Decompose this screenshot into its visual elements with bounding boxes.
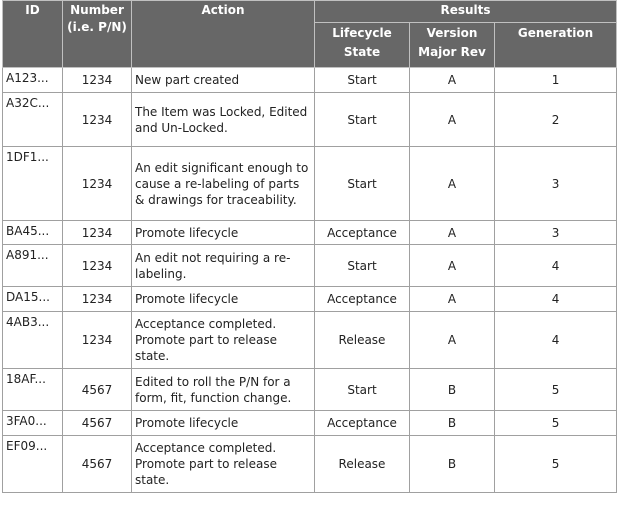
revision-history-table <box>2 0 617 493</box>
table-row <box>3 312 617 369</box>
cell-action: Acceptance completed. Promote part to release state. <box>132 312 315 369</box>
cell-generation: 4 <box>495 245 617 287</box>
table-row <box>3 147 617 221</box>
header-lifecycle-line1: Lifecycle <box>332 26 392 40</box>
cell-generation: 5 <box>495 436 617 493</box>
header-id <box>3 1 63 68</box>
table-body <box>3 68 617 493</box>
header-results-label: Results <box>440 3 491 17</box>
header-generation-label: Generation <box>517 26 594 40</box>
cell-number: 4567 <box>63 369 132 411</box>
cell-id: A32C... <box>3 93 63 147</box>
cell-action: Promote lifecycle <box>132 287 315 312</box>
cell-number: 1234 <box>63 68 132 93</box>
cell-generation: 4 <box>495 287 617 312</box>
cell-version: A <box>410 93 495 147</box>
cell-generation: 5 <box>495 411 617 436</box>
cell-id: 18AF... <box>3 369 63 411</box>
cell-state: Release <box>315 312 410 369</box>
header-number <box>63 1 132 68</box>
cell-id: 4AB3... <box>3 312 63 369</box>
table-row <box>3 287 617 312</box>
header-number-line2: (i.e. P/N) <box>67 20 127 34</box>
cell-action: Promote lifecycle <box>132 221 315 245</box>
cell-id: A891... <box>3 245 63 287</box>
table-row <box>3 411 617 436</box>
header-number-line1: Number <box>70 3 124 17</box>
header-version <box>410 23 495 68</box>
cell-number: 4567 <box>63 436 132 493</box>
cell-state: Start <box>315 147 410 221</box>
cell-number: 1234 <box>63 221 132 245</box>
header-action-label: Action <box>201 3 245 17</box>
cell-number: 1234 <box>63 147 132 221</box>
cell-state: Start <box>315 93 410 147</box>
cell-generation: 1 <box>495 68 617 93</box>
table-row <box>3 436 617 493</box>
header-row-top <box>3 1 617 23</box>
cell-version: A <box>410 68 495 93</box>
cell-action: New part created <box>132 68 315 93</box>
cell-generation: 2 <box>495 93 617 147</box>
cell-state: Acceptance <box>315 287 410 312</box>
cell-generation: 3 <box>495 221 617 245</box>
cell-version: B <box>410 369 495 411</box>
cell-id: DA15... <box>3 287 63 312</box>
cell-number: 1234 <box>63 312 132 369</box>
cell-id: 3FA0... <box>3 411 63 436</box>
cell-version: A <box>410 221 495 245</box>
table-row <box>3 68 617 93</box>
cell-id: EF09... <box>3 436 63 493</box>
header-lifecycle-state <box>315 23 410 68</box>
cell-state: Release <box>315 436 410 493</box>
header-id-label: ID <box>25 3 40 17</box>
cell-number: 1234 <box>63 93 132 147</box>
cell-version: A <box>410 245 495 287</box>
cell-generation: 4 <box>495 312 617 369</box>
header-version-line2: Major Rev <box>418 45 486 59</box>
cell-version: B <box>410 411 495 436</box>
cell-action: Edited to roll the P/N for a form, fit, function change. <box>132 369 315 411</box>
cell-version: A <box>410 312 495 369</box>
cell-action: Promote lifecycle <box>132 411 315 436</box>
header-generation <box>495 23 617 68</box>
cell-state: Start <box>315 369 410 411</box>
cell-number: 1234 <box>63 287 132 312</box>
table-header <box>3 1 617 68</box>
cell-action: Acceptance completed. Promote part to release state. <box>132 436 315 493</box>
cell-id: BA45... <box>3 221 63 245</box>
cell-state: Start <box>315 68 410 93</box>
cell-number: 1234 <box>63 245 132 287</box>
table-row <box>3 369 617 411</box>
header-action <box>132 1 315 68</box>
cell-id: A123... <box>3 68 63 93</box>
cell-action: An edit not requiring a re-labeling. <box>132 245 315 287</box>
cell-generation: 3 <box>495 147 617 221</box>
header-lifecycle-line2: State <box>343 45 381 59</box>
cell-version: B <box>410 436 495 493</box>
cell-action: An edit significant enough to cause a re-labeling of parts & drawings for traceability. <box>132 147 315 221</box>
cell-state: Acceptance <box>315 221 410 245</box>
cell-version: A <box>410 147 495 221</box>
cell-version: A <box>410 287 495 312</box>
table-row <box>3 245 617 287</box>
cell-state: Start <box>315 245 410 287</box>
header-version-line1: Version <box>426 26 478 40</box>
header-results <box>315 1 617 23</box>
cell-number: 4567 <box>63 411 132 436</box>
cell-id: 1DF1... <box>3 147 63 221</box>
table-row <box>3 93 617 147</box>
cell-generation: 5 <box>495 369 617 411</box>
cell-state: Acceptance <box>315 411 410 436</box>
table-row <box>3 221 617 245</box>
cell-action: The Item was Locked, Edited and Un-Locked. <box>132 93 315 147</box>
